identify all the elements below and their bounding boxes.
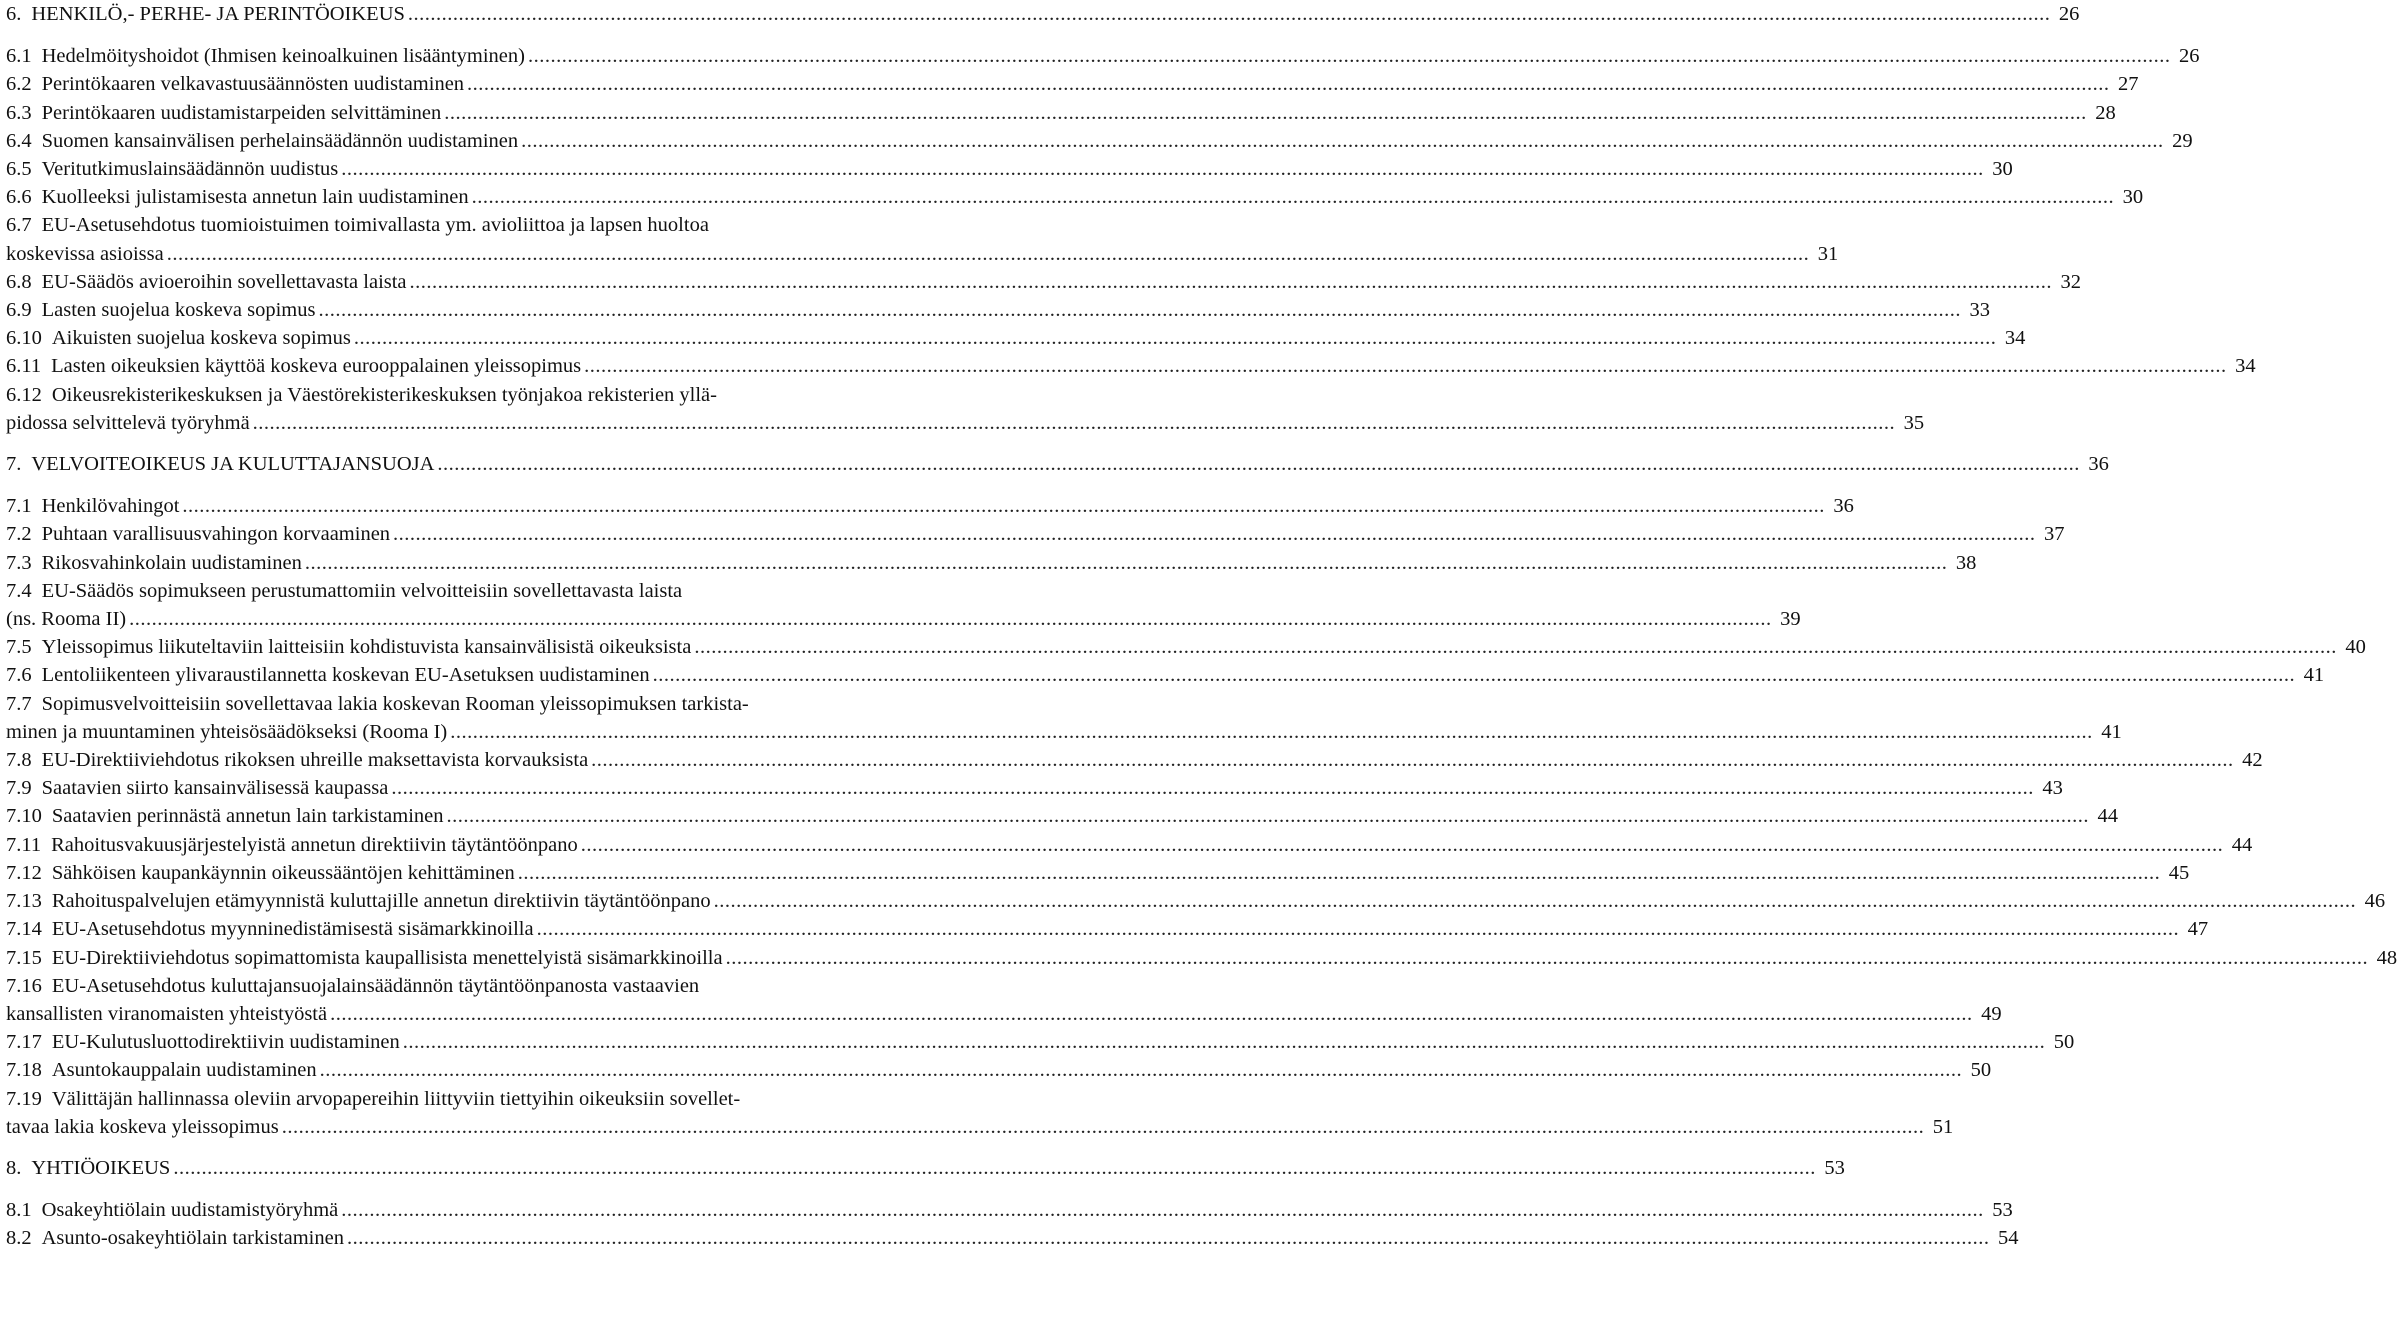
toc-entry-title: EU-Direktiiviehdotus sopimattomista kaupallisista menettelyistä sisämarkkinoilla [51, 946, 723, 969]
toc-entry-title-line1: EU-Säädös sopimukseen perustumattomiin velvoitteisiin sovellettavasta laista [41, 579, 683, 602]
toc-entry-page-number: 30 [1992, 158, 2013, 181]
toc-entry-title-line1: Välittäjän hallinnassa oleviin arvopapereihin liittyviin tiettyihin oikeuksiin sovellet- [51, 1087, 741, 1110]
toc-entry-row [6, 240, 1839, 268]
toc-entry-number: 7.10 [6, 805, 42, 828]
toc-entry-page-number: 27 [2118, 73, 2139, 96]
toc-entry-title: Asuntokauppalain uudistaminen [51, 1059, 317, 1082]
toc-entry[interactable] [6, 887, 2386, 915]
toc-entry-number: 6.9 [6, 299, 32, 322]
toc-entry-title: Asunto-osakeyhtiölain tarkistaminen [41, 1227, 344, 1250]
toc-entry[interactable] [6, 690, 2122, 746]
toc-entry-row [6, 127, 2193, 155]
dot-leader [518, 859, 2161, 887]
toc-entry-page-number: 46 [2364, 890, 2386, 913]
toc-entry-title: (ns. Rooma II) [6, 608, 127, 631]
toc-entry-page-number: 51 [1932, 1115, 1954, 1138]
toc-entry-title-line1: EU-Asetusehdotus tuomioistuimen toimivallasta ym. avioliittoa ja lapsen huoltoa [41, 214, 709, 237]
toc-entry-row [6, 605, 1801, 633]
toc-entry-number: 6.3 [6, 101, 32, 124]
toc-entry-page-number: 31 [1817, 242, 1839, 265]
toc-entry-row [6, 70, 2139, 98]
toc-entry-title: YHTIÖOIKEUS [31, 1156, 171, 1179]
dot-leader [305, 549, 1948, 577]
toc-entry-first-line [6, 1085, 958, 1113]
dot-leader [714, 887, 2357, 915]
toc-entry[interactable] [6, 859, 2190, 887]
toc-entry-page-number: 41 [2101, 720, 2122, 743]
toc-entry-page-number: 36 [1833, 495, 1854, 518]
toc-entry-row [6, 774, 2063, 802]
toc-entry-page-number: 26 [2179, 45, 2200, 68]
toc-entry[interactable] [6, 127, 2193, 155]
toc-entry[interactable] [6, 1056, 1992, 1084]
toc-entry-page-number: 26 [2058, 3, 2080, 25]
table-of-contents [6, 0, 2397, 1253]
toc-entry-row [6, 944, 2397, 972]
toc-entry-first-line [6, 577, 958, 605]
toc-entry-title: Rahoituspalvelujen etämyynnistä kuluttajille annetun direktiivin täytäntöönpano [51, 890, 711, 913]
toc-entry-page-number: 54 [1997, 1227, 2019, 1250]
dot-leader [173, 1154, 1816, 1182]
toc-entry-row [6, 268, 2082, 296]
dot-leader [447, 802, 2090, 830]
toc-entry-title: Rahoitusvakuusjärjestelyistä annetun direktiivin täytäntöönpano [51, 833, 578, 856]
toc-entry-row [6, 450, 2109, 478]
toc-entry-page-number: 35 [1903, 411, 1925, 434]
dot-leader [330, 1000, 1973, 1028]
toc-entry-number: 7.11 [6, 833, 42, 856]
toc-entry-row [6, 831, 2253, 859]
toc-entry-page-number: 38 [1955, 551, 1977, 574]
toc-entry-number: 7.5 [6, 636, 32, 659]
toc-entry-page-number: 41 [2303, 664, 2325, 687]
toc-entry-number: 7.1 [6, 495, 32, 518]
toc-entry-title: Yleissopimus liikuteltaviin laitteisiin kohdistuvista kansainvälisistä oikeuksista [41, 636, 692, 659]
toc-entry-title: Perintökaaren velkavastuusäännösten uudistaminen [41, 73, 465, 96]
toc-entry[interactable] [6, 633, 2366, 661]
toc-entry-number: 6.12 [6, 383, 42, 406]
toc-entry-title: Puhtaan varallisuusvahingon korvaaminen [41, 523, 391, 546]
toc-entry-number: 6.4 [6, 129, 32, 152]
toc-entry[interactable] [6, 520, 2065, 548]
toc-entry-page-number: 48 [2376, 946, 2397, 969]
toc-entry-number: 7.14 [6, 918, 42, 941]
toc-entry-number: 6.1 [6, 45, 32, 68]
toc-entry[interactable] [6, 831, 2253, 859]
toc-entry-page-number: 42 [2242, 749, 2263, 772]
dot-leader [450, 718, 2093, 746]
toc-entry-first-line [6, 211, 958, 239]
dot-leader [403, 1028, 2046, 1056]
toc-entry[interactable] [6, 1196, 2013, 1224]
toc-entry-row [6, 409, 1925, 437]
toc-entry-title-line1: EU-Asetusehdotus kuluttajansuojalainsäädännön täytäntöönpanosta vastaavien [51, 974, 700, 997]
toc-entry-number: 7.19 [6, 1087, 42, 1110]
toc-entry-title: Osakeyhtiölain uudistamistyöryhmä [41, 1199, 339, 1222]
toc-entry[interactable] [6, 492, 1854, 520]
toc-entry-row [6, 1196, 2013, 1224]
toc-entry-page-number: 44 [2097, 805, 2119, 828]
dot-leader [320, 1056, 1963, 1084]
toc-entry-title-line1: Oikeusrekisterikeskuksen ja Väestörekisterikeskuksen työnjakoa rekisterien yllä- [51, 383, 717, 406]
toc-entry-row [6, 492, 1854, 520]
toc-entry-title-line1: Sopimusvelvoitteisiin sovellettavaa lakia koskevan Rooman yleissopimuksen tarkista- [41, 692, 749, 715]
dot-leader [354, 324, 1997, 352]
toc-entry-number: 7.6 [6, 664, 32, 687]
toc-entry-title: EU-Kulutusluottodirektiivin uudistaminen [51, 1031, 400, 1054]
toc-entry-number: 8. [6, 1156, 22, 1179]
dot-leader [410, 268, 2053, 296]
toc-entry-title: Rikosvahinkolain uudistaminen [41, 551, 302, 574]
toc-entry[interactable] [6, 1028, 2075, 1056]
dot-leader [581, 831, 2224, 859]
toc-entry-page-number: 50 [1970, 1059, 1992, 1082]
toc-entry[interactable] [6, 915, 2209, 943]
toc-entry-title: Henkilövahingot [41, 495, 180, 518]
toc-entry-page-number: 29 [2172, 129, 2193, 152]
toc-entry-row [6, 99, 2116, 127]
toc-entry-row [6, 324, 2026, 352]
toc-entry-title: EU-Säädös avioeroihin sovellettavasta laista [41, 270, 407, 293]
toc-entry-title: kansallisten viranomaisten yhteistyöstä [6, 1002, 328, 1025]
toc-entry-title: Kuolleeksi julistamisesta annetun lain uudistaminen [41, 186, 469, 209]
toc-entry[interactable] [6, 324, 2026, 352]
toc-entry-row [6, 549, 1977, 577]
dot-leader [584, 352, 2227, 380]
toc-entry-number: 7.9 [6, 777, 32, 800]
toc-entry[interactable] [6, 155, 2013, 183]
toc-entry-title: Lentoliikenteen ylivaraustilannetta koskevan EU-Asetuksen uudistaminen [41, 664, 650, 687]
toc-entry-row [6, 859, 2190, 887]
toc-entry-row [6, 718, 2122, 746]
toc-entry-row [6, 915, 2209, 943]
dot-leader [182, 492, 1825, 520]
toc-entry-page-number: 28 [2095, 101, 2116, 124]
toc-entry-number: 6. [6, 3, 22, 25]
toc-entry[interactable] [6, 1154, 1845, 1182]
dot-leader [537, 915, 2180, 943]
toc-entry-row [6, 155, 2013, 183]
toc-entry-title: Sähköisen kaupankäynnin oikeussääntöjen kehittäminen [51, 861, 515, 884]
toc-entry[interactable] [6, 99, 2116, 127]
toc-entry-title: Suomen kansainvälisen perhelainsäädännön uudistaminen [41, 129, 519, 152]
toc-entry[interactable] [6, 352, 2256, 380]
toc-entry-page-number: 43 [2042, 777, 2063, 800]
toc-entry-title: Saatavien siirto kansainvälisessä kaupassa [41, 777, 389, 800]
toc-entry-page-number: 34 [2235, 355, 2256, 378]
dot-leader [521, 127, 2164, 155]
toc-entry-number: 6.5 [6, 158, 32, 181]
toc-entry-page-number: 37 [2044, 523, 2065, 546]
toc-entry-row [6, 183, 2144, 211]
toc-entry-row [6, 633, 2366, 661]
toc-entry-number: 7.17 [6, 1031, 42, 1054]
toc-entry-first-line [6, 381, 958, 409]
toc-entry-number: 7.13 [6, 890, 42, 913]
dot-leader [694, 633, 2337, 661]
toc-entry-row [6, 296, 1990, 324]
toc-entry-page-number: 39 [1780, 608, 1801, 631]
toc-entry-title: HENKILÖ,- PERHE- JA PERINTÖOIKEUS [31, 3, 405, 25]
toc-entry-number: 8.2 [6, 1227, 32, 1250]
toc-entry[interactable] [6, 296, 1990, 324]
toc-entry-number: 7. [6, 453, 22, 476]
toc-entry[interactable] [6, 0, 2080, 28]
toc-entry-row [6, 1154, 1845, 1182]
toc-entry-title: Hedelmöityshoidot (Ihmisen keinoalkuinen lisääntyminen) [41, 45, 525, 68]
toc-entry-number: 7.7 [6, 692, 32, 715]
toc-entry-title: Veritutkimuslainsäädännön uudistus [41, 158, 339, 181]
toc-entry-page-number: 49 [1981, 1002, 2002, 1025]
toc-entry-title: minen ja muuntaminen yhteisösäädökseksi (Rooma I) [6, 720, 448, 743]
toc-entry-row [6, 887, 2386, 915]
toc-entry-row [6, 1224, 2019, 1252]
toc-entry-title: Aikuisten suojelua koskeva sopimus [51, 327, 351, 350]
toc-entry-number: 7.2 [6, 523, 32, 546]
dot-leader [726, 944, 2369, 972]
dot-leader [318, 296, 1961, 324]
dot-leader [467, 70, 2110, 98]
toc-entry[interactable] [6, 746, 2263, 774]
dot-leader [528, 42, 2171, 70]
dot-leader [391, 774, 2034, 802]
dot-leader [437, 450, 2080, 478]
dot-leader [167, 240, 1810, 268]
toc-entry-title: tavaa lakia koskeva yleissopimus [6, 1115, 279, 1138]
toc-entry[interactable] [6, 70, 2139, 98]
dot-leader [393, 520, 2036, 548]
toc-entry-title: VELVOITEOIKEUS JA KULUTTAJANSUOJA [31, 453, 435, 476]
toc-entry[interactable] [6, 1085, 1954, 1141]
toc-entry-row [6, 1000, 2002, 1028]
toc-entry-number: 6.6 [6, 186, 32, 209]
toc-entry[interactable] [6, 944, 2397, 972]
toc-entry-title: EU-Asetusehdotus myynninedistämisestä sisämarkkinoilla [51, 918, 534, 941]
toc-entry-row [6, 661, 2325, 689]
toc-entry-number: 7.16 [6, 974, 42, 997]
dot-leader [341, 155, 1984, 183]
dot-leader [347, 1224, 1990, 1252]
toc-entry-page-number: 33 [1969, 299, 1990, 322]
toc-entry-title: Lasten oikeuksien käyttöä koskeva eurooppalainen yleissopimus [51, 355, 582, 378]
dot-leader [282, 1113, 1925, 1141]
toc-entry[interactable] [6, 183, 2144, 211]
toc-entry-title: EU-Direktiiviehdotus rikoksen uhreille maksettavista korvauksista [41, 749, 589, 772]
toc-entry-number: 7.15 [6, 946, 42, 969]
toc-entry-page-number: 47 [2187, 918, 2209, 941]
toc-entry-first-line [6, 972, 958, 1000]
toc-entry-row [6, 0, 2080, 28]
toc-entry-number: 7.18 [6, 1059, 42, 1082]
toc-entry-page-number: 50 [2053, 1031, 2075, 1054]
toc-entry-number: 6.7 [6, 214, 32, 237]
dot-leader [341, 1196, 1984, 1224]
toc-entry-first-line [6, 690, 958, 718]
toc-entry-number: 7.4 [6, 579, 32, 602]
toc-entry-row [6, 352, 2256, 380]
toc-entry-page-number: 53 [1992, 1199, 2013, 1222]
toc-entry-page-number: 32 [2060, 270, 2082, 293]
toc-entry-page-number: 36 [2088, 453, 2109, 476]
toc-entry-number: 8.1 [6, 1199, 32, 1222]
dot-leader [253, 409, 1896, 437]
toc-entry-row [6, 1113, 1954, 1141]
toc-entry[interactable] [6, 1224, 2019, 1252]
toc-entry-page-number: 53 [1824, 1156, 1845, 1179]
toc-entry[interactable] [6, 42, 2200, 70]
toc-entry-page-number: 34 [2004, 327, 2026, 350]
toc-entry[interactable] [6, 774, 2063, 802]
dot-leader [129, 605, 1772, 633]
toc-entry-page-number: 40 [2345, 636, 2366, 659]
toc-entry-row [6, 1056, 1992, 1084]
toc-entry-title: pidossa selvittelevä työryhmä [6, 411, 250, 434]
toc-entry-page-number: 30 [2122, 186, 2144, 209]
toc-entry[interactable] [6, 549, 1977, 577]
toc-entry-title: Lasten suojelua koskeva sopimus [41, 299, 316, 322]
toc-entry-page-number: 45 [2168, 861, 2190, 884]
toc-entry-row [6, 1028, 2075, 1056]
toc-entry-title: Perintökaaren uudistamistarpeiden selvittäminen [41, 101, 442, 124]
toc-entry-number: 6.2 [6, 73, 32, 96]
dot-leader [653, 661, 2296, 689]
toc-entry-row [6, 746, 2263, 774]
dot-leader [408, 0, 2051, 28]
toc-entry-row [6, 520, 2065, 548]
dot-leader [591, 746, 2234, 774]
toc-entry-title: Saatavien perinnästä annetun lain tarkistaminen [51, 805, 444, 828]
dot-leader [472, 183, 2115, 211]
dot-leader [444, 99, 2087, 127]
toc-entry-title: koskevissa asioissa [6, 242, 164, 265]
toc-entry[interactable] [6, 450, 2109, 478]
toc-entry-row [6, 802, 2119, 830]
toc-entry-page-number: 44 [2231, 833, 2253, 856]
toc-entry[interactable] [6, 972, 2002, 1028]
toc-entry-number: 6.10 [6, 327, 42, 350]
toc-entry-number: 7.3 [6, 551, 32, 574]
toc-entry-number: 7.8 [6, 749, 32, 772]
toc-entry[interactable] [6, 577, 1801, 633]
toc-entry[interactable] [6, 802, 2119, 830]
toc-entry[interactable] [6, 661, 2325, 689]
toc-entry-number: 6.8 [6, 270, 32, 293]
toc-entry[interactable] [6, 381, 1925, 437]
toc-entry[interactable] [6, 268, 2082, 296]
toc-entry-row [6, 42, 2200, 70]
toc-entry-number: 6.11 [6, 355, 42, 378]
toc-entry[interactable] [6, 211, 1839, 267]
toc-entry-number: 7.12 [6, 861, 42, 884]
